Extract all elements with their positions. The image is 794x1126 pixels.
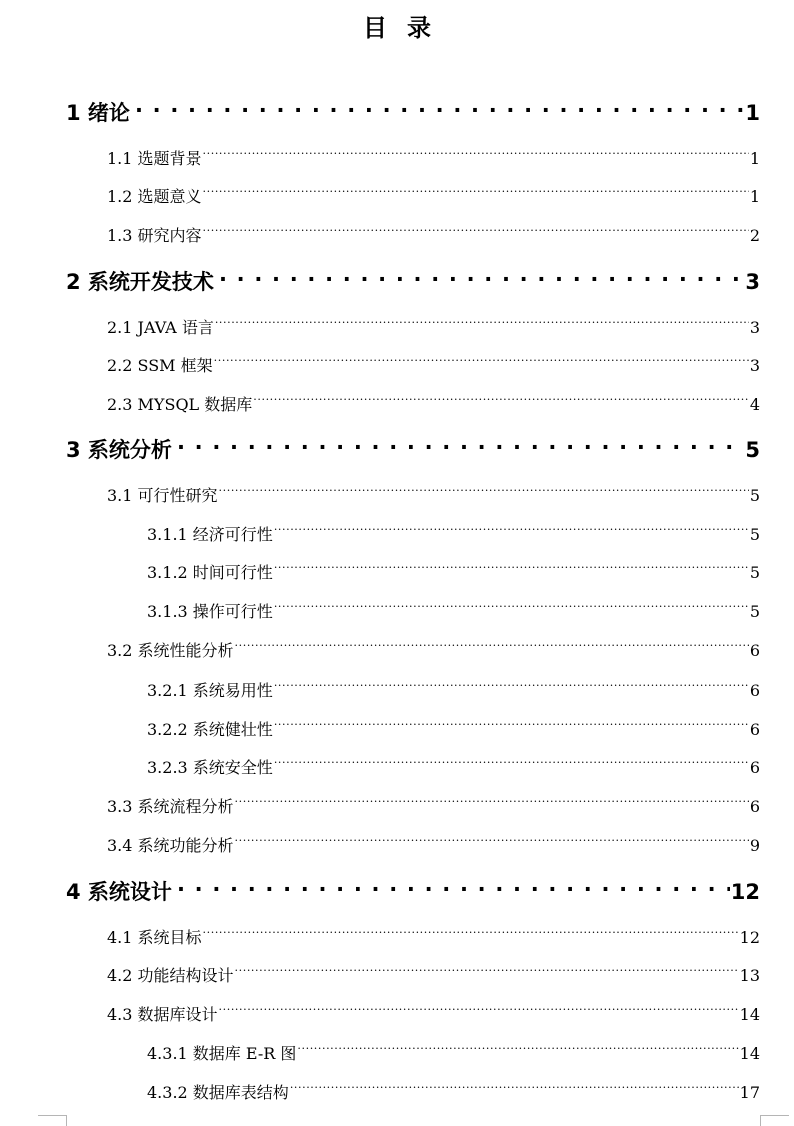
toc-entry-page: 2	[749, 226, 760, 245]
toc-entry-label: 4 系统设计	[66, 880, 172, 904]
toc-entry-label: 3.3 系统流程分析	[107, 797, 234, 816]
toc-entry-section[interactable]	[107, 477, 760, 505]
toc-entry-page: 6	[749, 797, 760, 816]
toc-entry-page: 5	[745, 438, 760, 462]
toc-entry-chapter-1[interactable]	[66, 90, 760, 125]
toc-entry-label: 3 系统分析	[66, 438, 172, 462]
toc-entry-chapter-4[interactable]	[66, 869, 760, 904]
toc-entry-label: 4.1 系统目标	[107, 928, 202, 947]
toc-entry-label: 1.2 选题意义	[107, 187, 202, 206]
toc-entry-page: 5	[749, 486, 760, 505]
toc-entry-subsection[interactable]	[147, 672, 760, 700]
toc-entry-section[interactable]	[107, 788, 760, 816]
toc-entry-label: 4.3.1 数据库 E-R 图	[147, 1044, 297, 1063]
dot-leader	[253, 386, 749, 410]
toc-entry-subsection[interactable]	[147, 554, 760, 582]
toc-entry-page: 3	[749, 318, 760, 337]
dot-leader	[274, 516, 749, 540]
toc-entry-label: 2.1 JAVA 语言	[107, 318, 214, 337]
toc-entry-section[interactable]	[107, 217, 760, 245]
toc-title: 目录	[363, 14, 451, 42]
toc-entry-section[interactable]	[107, 347, 760, 375]
toc-entry-page: 12	[730, 880, 760, 904]
dot-leader	[214, 347, 749, 371]
toc-entry-label: 3.2.2 系统健壮性	[147, 720, 273, 739]
toc-entry-label: 3.1.1 经济可行性	[147, 525, 273, 544]
toc-entry-label: 3.4 系统功能分析	[107, 836, 234, 855]
dot-leader	[173, 427, 744, 457]
dot-leader	[215, 309, 749, 333]
toc-entry-label: 1.1 选题背景	[107, 149, 202, 168]
toc-entry-section[interactable]	[107, 957, 760, 985]
toc-entry-page: 4	[749, 395, 760, 414]
toc-entry-page: 3	[745, 270, 760, 294]
toc-entry-label: 1 绪论	[66, 101, 130, 125]
toc-entry-chapter-3[interactable]	[66, 427, 760, 462]
dot-leader	[235, 632, 749, 656]
toc-entry-label: 3.1.2 时间可行性	[147, 563, 273, 582]
toc-entry-page: 5	[749, 563, 760, 582]
toc-entry-subsection[interactable]	[147, 711, 760, 739]
toc-entry-page: 6	[749, 641, 760, 660]
toc-entry-page: 6	[749, 681, 760, 700]
dot-leader	[274, 593, 749, 617]
toc-entry-subsection[interactable]	[147, 1074, 760, 1102]
dot-leader	[274, 749, 749, 773]
toc-entry-label: 2 系统开发技术	[66, 270, 214, 294]
toc-entry-subsection[interactable]	[147, 516, 760, 544]
toc-entry-page: 3	[749, 356, 760, 375]
toc-entry-label: 4.2 功能结构设计	[107, 966, 234, 985]
toc-entry-label: 3.2 系统性能分析	[107, 641, 234, 660]
toc-entry-page: 1	[749, 187, 760, 206]
dot-leader	[274, 554, 749, 578]
dot-leader	[203, 140, 749, 164]
toc-entry-label: 3.1 可行性研究	[107, 486, 218, 505]
toc-entry-page: 6	[749, 720, 760, 739]
dot-leader	[131, 90, 744, 120]
toc-entry-page: 14	[739, 1005, 760, 1024]
toc-entry-page: 6	[749, 758, 760, 777]
toc-entry-page: 5	[749, 602, 760, 621]
toc-entry-subsection[interactable]	[147, 593, 760, 621]
toc-entry-page: 5	[749, 525, 760, 544]
toc-entry-label: 4.3 数据库设计	[107, 1005, 218, 1024]
dot-leader	[203, 178, 749, 202]
dot-leader	[203, 217, 749, 241]
dot-leader	[235, 827, 749, 851]
toc-entry-label: 3.2.3 系统安全性	[147, 758, 273, 777]
dot-leader	[235, 957, 739, 981]
toc-entry-section[interactable]	[107, 178, 760, 206]
dot-leader	[203, 919, 739, 943]
dot-leader	[274, 672, 749, 696]
toc-entry-section[interactable]	[107, 827, 760, 855]
toc-entry-label: 3.1.3 操作可行性	[147, 602, 273, 621]
page-corner-marker-left	[38, 1115, 67, 1126]
toc-entry-page: 17	[739, 1083, 760, 1102]
toc-entry-section[interactable]	[107, 632, 760, 660]
toc-entry-label: 4.3.2 数据库表结构	[147, 1083, 289, 1102]
toc-entry-label: 2.2 SSM 框架	[107, 356, 213, 375]
toc-entry-label: 1.3 研究内容	[107, 226, 202, 245]
dot-leader	[219, 996, 739, 1020]
toc-entry-page: 9	[749, 836, 760, 855]
toc-entry-page: 1	[749, 149, 760, 168]
toc-entry-section[interactable]	[107, 386, 760, 414]
toc-entry-section[interactable]	[107, 919, 760, 947]
toc-entry-subsection[interactable]	[147, 749, 760, 777]
dot-leader	[290, 1074, 739, 1098]
dot-leader	[235, 788, 749, 812]
toc-entry-subsection[interactable]	[147, 1035, 760, 1063]
toc-entry-label: 2.3 MYSQL 数据库	[107, 395, 253, 414]
toc-entry-section[interactable]	[107, 996, 760, 1024]
toc-entry-chapter-2[interactable]	[66, 259, 760, 294]
dot-leader	[173, 869, 730, 899]
dot-leader	[274, 711, 749, 735]
toc-entry-page: 12	[739, 928, 760, 947]
dot-leader	[219, 477, 749, 501]
toc-entry-page: 1	[745, 101, 760, 125]
toc-entry-section[interactable]	[107, 140, 760, 168]
toc-entry-page: 13	[739, 966, 760, 985]
page-corner-marker-right	[760, 1115, 789, 1126]
toc-entry-label: 3.2.1 系统易用性	[147, 681, 273, 700]
dot-leader	[215, 259, 744, 289]
toc-entry-section[interactable]	[107, 309, 760, 337]
dot-leader	[297, 1035, 738, 1059]
toc-entry-page: 14	[739, 1044, 760, 1063]
